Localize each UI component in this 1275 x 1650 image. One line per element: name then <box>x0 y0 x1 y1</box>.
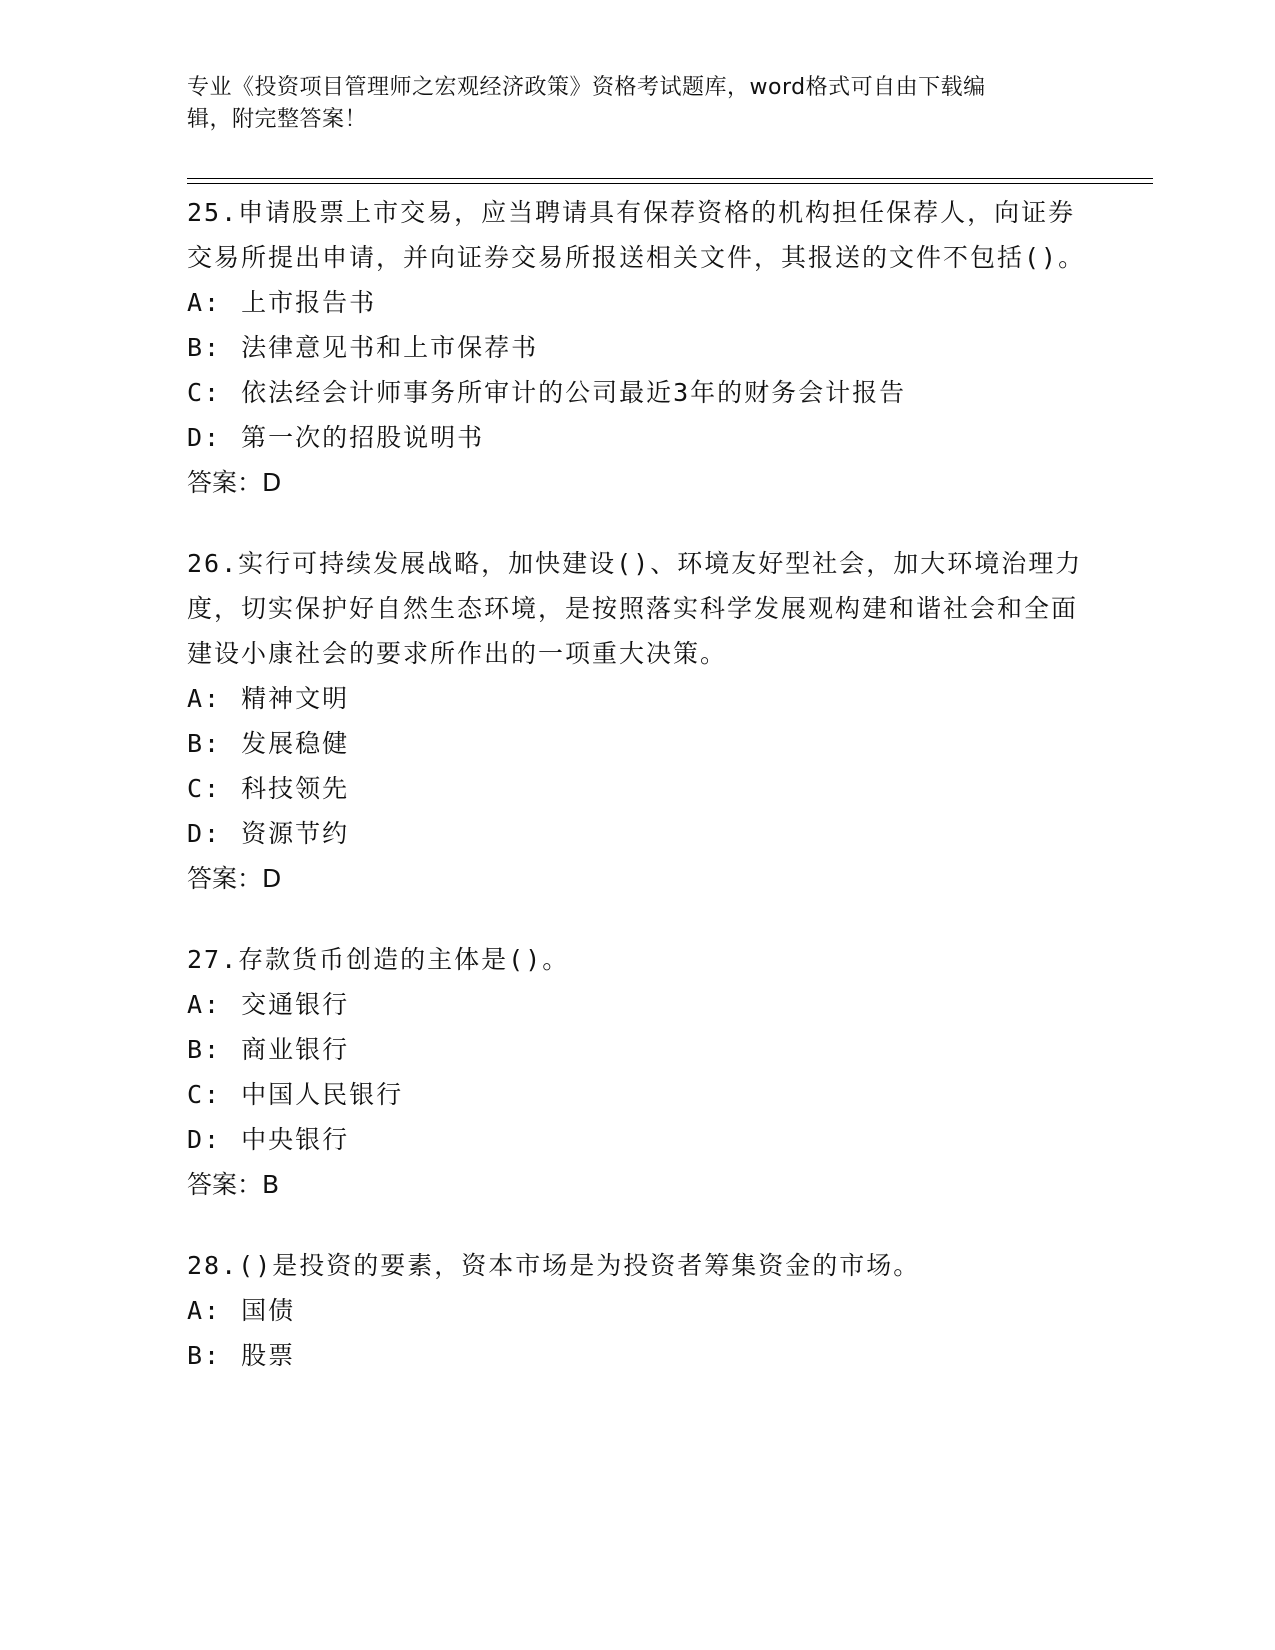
question-list <box>187 190 1087 1413</box>
option-c <box>187 1072 1087 1117</box>
option-text: 科技领先 <box>241 774 350 803</box>
option-text: 中央银行 <box>241 1125 350 1154</box>
question-stem: 28.()是投资的要素，资本市场是为投资者筹集资金的市场。 <box>187 1251 921 1280</box>
option-b <box>187 1333 1087 1378</box>
question-26 <box>187 541 1087 902</box>
option-d <box>187 1117 1087 1162</box>
header-line-1: 专业《投资项目管理师之宏观经济政策》资格考试题库，word格式可自由下载编 <box>187 75 986 100</box>
answer-label: 答案：B <box>187 1170 280 1199</box>
option-c <box>187 370 1087 415</box>
question-stem: 26.实行可持续发展战略，加快建设()、环境友好型社会，加大环境治理力度，切实保护好自然生态环境，是按照落实科学发展观构建和谐社会和全面建设小康社会的要求所作出的一项重大决策。 <box>187 549 1083 668</box>
option-letter: A: <box>187 990 222 1019</box>
question-stem: 25.申请股票上市交易，应当聘请具有保荐资格的机构担任保荐人，向证券交易所提出申请，并向证券交易所报送相关文件，其报送的文件不包括()。 <box>187 198 1086 272</box>
option-d <box>187 811 1087 856</box>
option-letter: B: <box>187 1341 222 1370</box>
option-text: 国债 <box>241 1296 296 1325</box>
option-text: 发展稳健 <box>241 729 350 758</box>
option-letter: D: <box>187 423 222 452</box>
option-b <box>187 1027 1087 1072</box>
option-text: 中国人民银行 <box>241 1080 404 1109</box>
option-a <box>187 676 1087 721</box>
option-letter: C: <box>187 378 222 407</box>
option-letter: A: <box>187 288 222 317</box>
option-letter: A: <box>187 1296 222 1325</box>
option-a <box>187 1288 1087 1333</box>
option-letter: D: <box>187 819 222 848</box>
option-text: 法律意见书和上市保荐书 <box>241 333 539 362</box>
question-27 <box>187 937 1087 1208</box>
option-c <box>187 766 1087 811</box>
header-divider-bottom <box>187 183 1153 184</box>
option-text: 依法经会计师事务所审计的公司最近3年的财务会计报告 <box>241 378 907 407</box>
option-text: 股票 <box>241 1341 296 1370</box>
question-28 <box>187 1243 1087 1378</box>
question-25 <box>187 190 1087 506</box>
option-text: 上市报告书 <box>241 288 377 317</box>
option-a <box>187 982 1087 1027</box>
question-stem: 27.存款货币创造的主体是()。 <box>187 945 570 974</box>
option-a <box>187 280 1087 325</box>
option-b <box>187 721 1087 766</box>
option-letter: B: <box>187 333 222 362</box>
answer-label: 答案：D <box>187 468 282 497</box>
option-letter: D: <box>187 1125 222 1154</box>
option-letter: C: <box>187 1080 222 1109</box>
option-text: 资源节约 <box>241 819 350 848</box>
option-letter: A: <box>187 684 222 713</box>
option-text: 商业银行 <box>241 1035 350 1064</box>
header-line-2: 辑，附完整答案！ <box>187 107 368 132</box>
document-header <box>187 72 1077 136</box>
option-d <box>187 415 1087 460</box>
option-letter: C: <box>187 774 222 803</box>
option-letter: B: <box>187 729 222 758</box>
option-text: 交通银行 <box>241 990 350 1019</box>
option-letter: B: <box>187 1035 222 1064</box>
answer-label: 答案：D <box>187 864 282 893</box>
option-b <box>187 325 1087 370</box>
header-divider-top <box>187 178 1153 179</box>
option-text: 第一次的招股说明书 <box>241 423 485 452</box>
option-text: 精神文明 <box>241 684 350 713</box>
